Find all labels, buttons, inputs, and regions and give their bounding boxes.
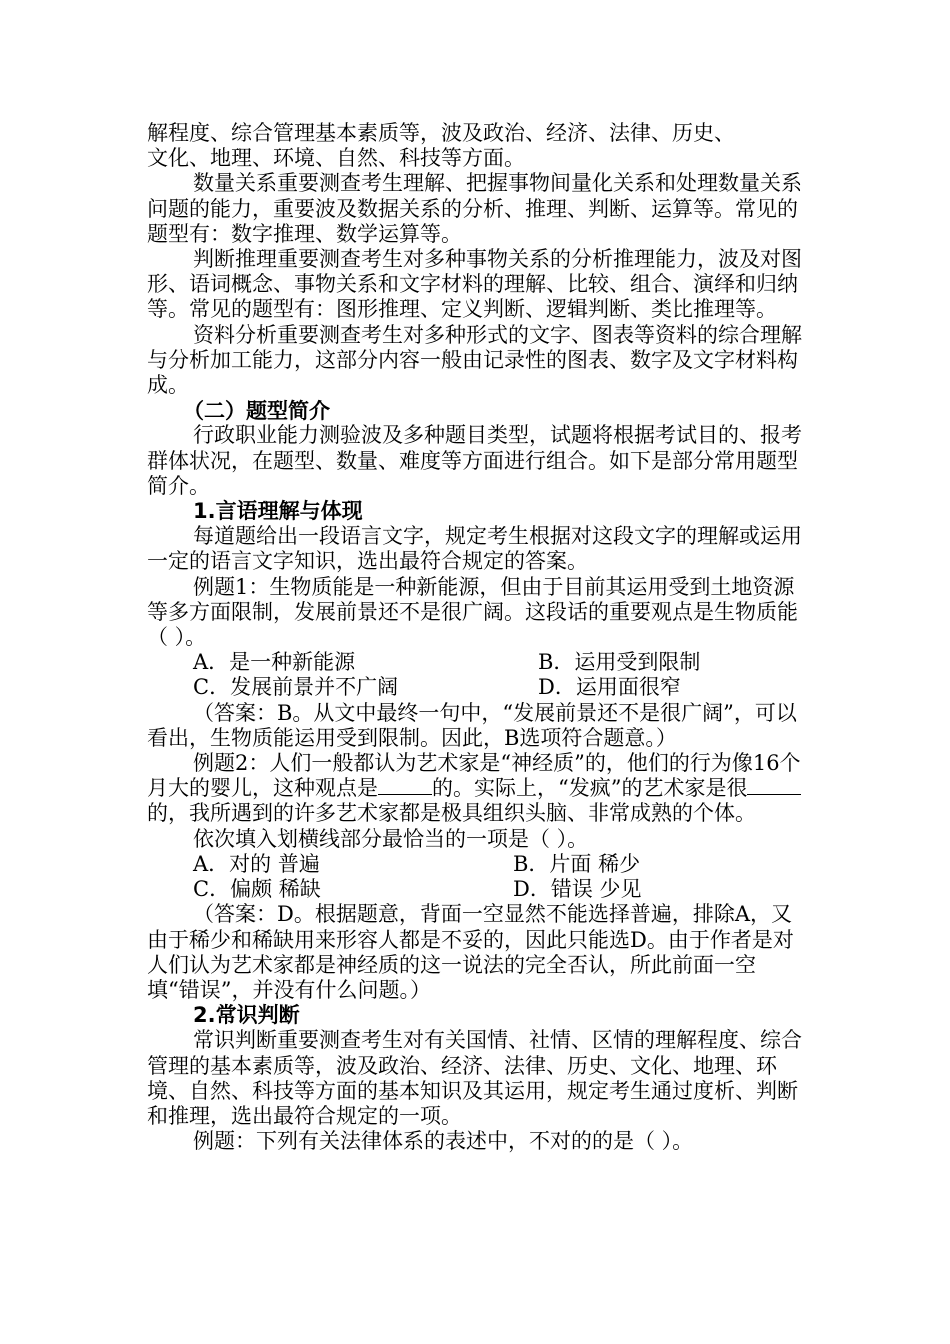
example-1-options-row-2 (193, 675, 807, 700)
example-1-question: 例题1：生物质能是一种新能源，但由于目前其运用受到土地资源等多方面限制，发展前景还不是很广阔。这段话的重要观点是生物质能（ ）。 (147, 574, 798, 650)
example-2-question (147, 751, 807, 827)
fill-blank-2 (747, 776, 801, 795)
heading-common-sense: 2.常识判断 (193, 1003, 300, 1028)
common-sense-paragraph: 常识判断重要测查考生对有关国情、社情、区情的理解程度、综合管理的基本素质等，波及政治、经济、法律、历史、文化、地理、环境、自然、科技等方面的基本知识及其运用，规定考生通过度析、判断和推理，选出最符合规定的一项。 (147, 1028, 802, 1128)
option-d: D．错误 少见 (513, 877, 642, 902)
example-1-answer: （答案：B。从文中最终一句中，“发展前景还不是很广阔”，可以看出，生物质能运用受到限制。因此，B选项符合题意。） (147, 700, 797, 750)
intro-line-2: 文化、地理、环境、自然、科技等方面。 (147, 146, 525, 171)
option-c: C．发展前景并不广阔 (193, 675, 399, 700)
example-2-options-row-2 (193, 877, 807, 902)
option-a: A．是一种新能源 (193, 650, 356, 675)
option-d: D．运用面很窄 (538, 675, 681, 700)
section-heading-question-types: （二）题型简介 (183, 398, 330, 424)
intro-line-1: 解程度、综合管理基本素质等，波及政治、经济、法律、历史、 (147, 121, 735, 145)
option-b: B．运用受到限制 (538, 650, 701, 675)
option-a: A．对的 普遍 (193, 851, 320, 876)
judgment-reasoning-paragraph: 判断推理重要测查考生对多种事物关系的分析推理能力，波及对图形、语词概念、事物关系和文字材料的理解、比较、组合、演绎和归纳等。常见的题型有：图形推理、定义判断、逻辑判断、类比推理等。 (147, 247, 802, 322)
fill-blank-1 (378, 776, 432, 795)
example-2-part-b: 的。实际上，“发疯”的艺术家是很 (432, 776, 748, 801)
option-c: C．偏颇 稀缺 (193, 877, 321, 902)
question-types-paragraph: 行政职业能力测验波及多种题目类型，试题将根据考试目的、报考群体状况，在题型、数量、难度等方面进行组合。如下是部分常用题型简介。 (147, 423, 802, 498)
option-b: B．片面 稀少 (513, 851, 641, 876)
example-2-part-a: 例题2：人们一般都认为艺术家是“神经质”的，他们的行为像16个月大的婴儿，这种观点是 (147, 751, 801, 801)
document-body (147, 121, 807, 1154)
example-2-answer: （答案：D。根据题意，背面一空显然不能选择普遍，排除A，又由于稀少和稀缺用来形容人都是不妥的，因此只能选D。由于作者是对人们认为艺术家都是神经质的这一说法的完全否认，所此前面一空填“错误”，并没有什么问题。） (147, 902, 794, 1002)
heading-verbal-comprehension: 1.言语理解与体现 (193, 499, 363, 524)
quantity-relation-paragraph: 数量关系重要测查考生理解、把握事物间量化关系和处理数量关系问题的能力，重要波及数据关系的分析、推理、判断、运算等。常见的题型有：数字推理、数学运算等。 (147, 171, 802, 246)
example-2-options-row-1 (193, 852, 807, 877)
example-2-prompt: 依次填入划横线部分最恰当的一项是（ ）。 (193, 826, 589, 851)
verbal-comprehension-paragraph: 每道题给出一段语言文字，规定考生根据对这段文字的理解或运用一定的语言文字知识，选出最符合规定的答案。 (147, 524, 802, 574)
example-2-part-c: 的，我所遇到的许多艺术家都是极具组织头脑、非常成熟的个体。 (147, 801, 756, 826)
data-analysis-paragraph: 资料分析重要测查考生对多种形式的文字、图表等资料的综合理解与分析加工能力，这部分内容一般由记录性的图表、数字及文字材料构成。 (147, 322, 802, 398)
example-3-question: 例题：下列有关法律体系的表述中，不对的的是（ ）。 (193, 1129, 694, 1154)
example-1-options-row-1 (193, 650, 807, 675)
